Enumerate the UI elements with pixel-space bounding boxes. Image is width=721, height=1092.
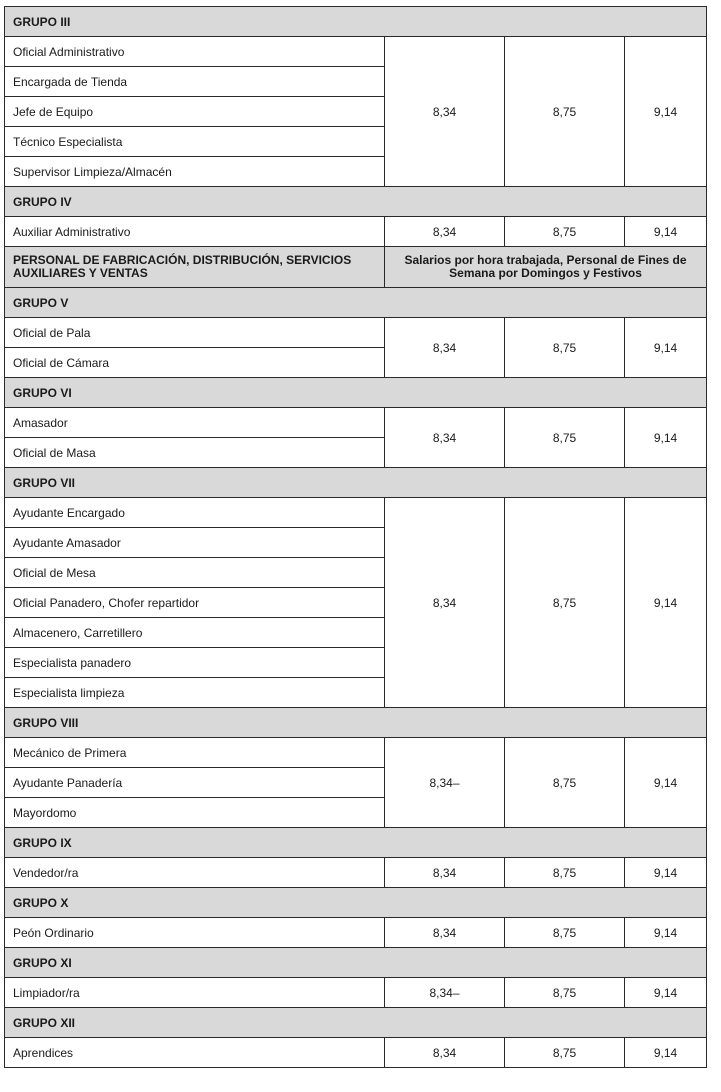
job-title: Peón Ordinario bbox=[5, 918, 385, 948]
job-title: Oficial Administrativo bbox=[5, 37, 385, 67]
job-title: Amasador bbox=[5, 408, 385, 438]
table-row bbox=[5, 217, 707, 247]
salary-value-3: 9,14 bbox=[625, 318, 707, 378]
group-row-grupo-vi bbox=[5, 378, 707, 408]
group-row-grupo-viii bbox=[5, 708, 707, 738]
job-title: Oficial de Mesa bbox=[5, 558, 385, 588]
table-row bbox=[5, 498, 707, 528]
salary-value-1: 8,34 bbox=[385, 318, 505, 378]
salary-value-2: 8,75 bbox=[505, 1038, 625, 1068]
salary-value-1: 8,34– bbox=[385, 978, 505, 1008]
table-row bbox=[5, 858, 707, 888]
job-title: Encargada de Tienda bbox=[5, 67, 385, 97]
group-title: GRUPO IV bbox=[5, 187, 707, 217]
salary-value-1: 8,34 bbox=[385, 918, 505, 948]
salary-value-2: 8,75 bbox=[505, 37, 625, 187]
group-row-grupo-xi bbox=[5, 948, 707, 978]
group-row-grupo-vii bbox=[5, 468, 707, 498]
job-title: Aprendices bbox=[5, 1038, 385, 1068]
salary-value-1: 8,34 bbox=[385, 858, 505, 888]
job-title: Oficial de Pala bbox=[5, 318, 385, 348]
group-title: GRUPO XII bbox=[5, 1008, 707, 1038]
group-row-grupo-v bbox=[5, 288, 707, 318]
table-row bbox=[5, 408, 707, 438]
job-title: Mecánico de Primera bbox=[5, 738, 385, 768]
salary-value-1: 8,34 bbox=[385, 217, 505, 247]
group-title: GRUPO V bbox=[5, 288, 707, 318]
salary-value-2: 8,75 bbox=[505, 918, 625, 948]
table-row bbox=[5, 37, 707, 67]
salary-value-2: 8,75 bbox=[505, 217, 625, 247]
job-title: Limpiador/ra bbox=[5, 978, 385, 1008]
job-title: Vendedor/ra bbox=[5, 858, 385, 888]
salary-column-header: Salarios por hora trabajada, Personal de Fines de Semana por Domingos y Festivos bbox=[385, 247, 707, 288]
group-title: GRUPO VII bbox=[5, 468, 707, 498]
salary-value-2: 8,75 bbox=[505, 738, 625, 828]
job-title: Almacenero, Carretillero bbox=[5, 618, 385, 648]
section-header-row bbox=[5, 247, 707, 288]
salary-value-3: 9,14 bbox=[625, 978, 707, 1008]
job-title: Especialista limpieza bbox=[5, 678, 385, 708]
job-title: Técnico Especialista bbox=[5, 127, 385, 157]
table-row bbox=[5, 978, 707, 1008]
job-title: Especialista panadero bbox=[5, 648, 385, 678]
group-title: GRUPO III bbox=[5, 7, 707, 37]
salary-value-1: 8,34 bbox=[385, 37, 505, 187]
salary-value-2: 8,75 bbox=[505, 498, 625, 708]
table-row bbox=[5, 918, 707, 948]
group-row-grupo-iv bbox=[5, 187, 707, 217]
job-title: Ayudante Amasador bbox=[5, 528, 385, 558]
group-title: GRUPO XI bbox=[5, 948, 707, 978]
job-title: Oficial de Masa bbox=[5, 438, 385, 468]
job-title: Supervisor Limpieza/Almacén bbox=[5, 157, 385, 187]
salary-value-2: 8,75 bbox=[505, 408, 625, 468]
job-title: Ayudante Panadería bbox=[5, 768, 385, 798]
salary-value-3: 9,14 bbox=[625, 217, 707, 247]
group-row-grupo-x bbox=[5, 888, 707, 918]
salary-value-3: 9,14 bbox=[625, 918, 707, 948]
job-title: Mayordomo bbox=[5, 798, 385, 828]
salary-value-3: 9,14 bbox=[625, 1038, 707, 1068]
group-title: GRUPO IX bbox=[5, 828, 707, 858]
salary-table bbox=[4, 6, 707, 1068]
salary-value-1: 8,34 bbox=[385, 408, 505, 468]
group-row-grupo-xii bbox=[5, 1008, 707, 1038]
group-title: GRUPO VIII bbox=[5, 708, 707, 738]
salary-value-3: 9,14 bbox=[625, 738, 707, 828]
salary-value-3: 9,14 bbox=[625, 408, 707, 468]
salary-value-3: 9,14 bbox=[625, 37, 707, 187]
salary-value-3: 9,14 bbox=[625, 858, 707, 888]
salary-value-2: 8,75 bbox=[505, 318, 625, 378]
salary-value-2: 8,75 bbox=[505, 978, 625, 1008]
salary-value-3: 9,14 bbox=[625, 498, 707, 708]
table-row bbox=[5, 738, 707, 768]
job-title: Ayudante Encargado bbox=[5, 498, 385, 528]
table-row bbox=[5, 1038, 707, 1068]
group-row-grupo-ix bbox=[5, 828, 707, 858]
group-row-grupo-iii bbox=[5, 7, 707, 37]
job-title: Oficial de Cámara bbox=[5, 348, 385, 378]
job-title: Jefe de Equipo bbox=[5, 97, 385, 127]
salary-value-1: 8,34 bbox=[385, 498, 505, 708]
salary-value-2: 8,75 bbox=[505, 858, 625, 888]
personnel-category-header: PERSONAL DE FABRICACIÓN, DISTRIBUCIÓN, SERVICIOS AUXILIARES Y VENTAS bbox=[5, 247, 385, 288]
table-row bbox=[5, 318, 707, 348]
salary-value-1: 8,34– bbox=[385, 738, 505, 828]
job-title: Auxiliar Administrativo bbox=[5, 217, 385, 247]
salary-value-1: 8,34 bbox=[385, 1038, 505, 1068]
job-title: Oficial Panadero, Chofer repartidor bbox=[5, 588, 385, 618]
group-title: GRUPO X bbox=[5, 888, 707, 918]
group-title: GRUPO VI bbox=[5, 378, 707, 408]
